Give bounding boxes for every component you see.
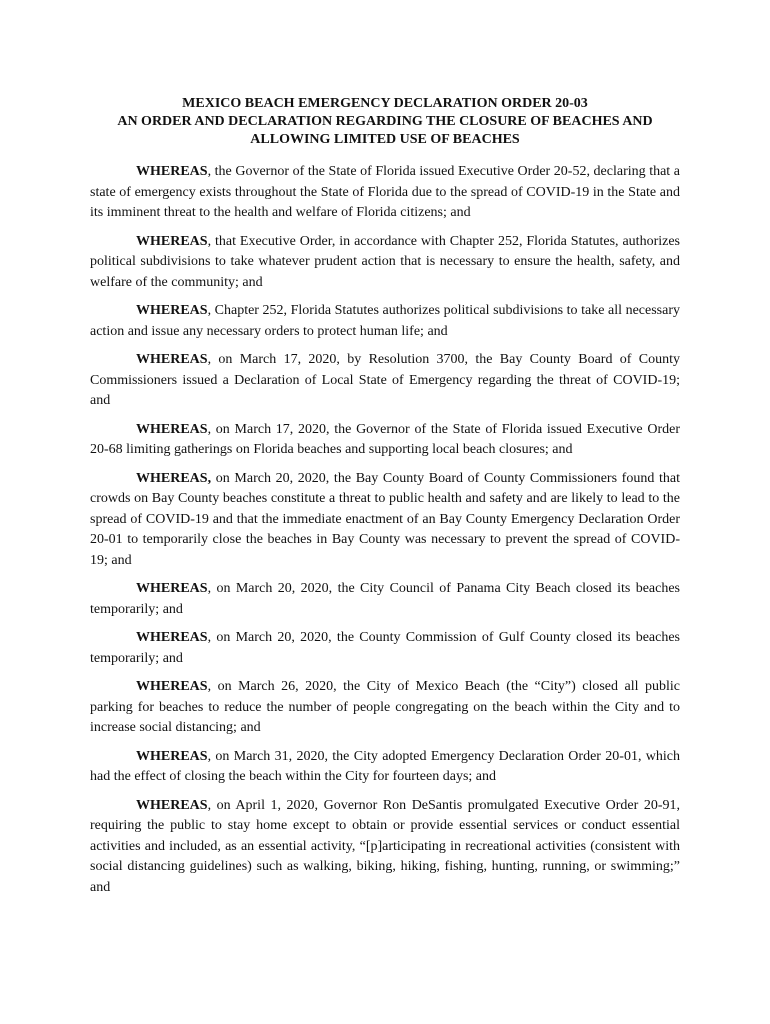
whereas-lead: WHEREAS [136,630,208,645]
whereas-paragraph-4 [90,350,680,412]
whereas-lead: WHEREAS [136,797,208,813]
whereas-paragraph-11 [90,796,680,899]
whereas-paragraph-10 [90,747,680,788]
whereas-lead: WHEREAS [136,679,208,694]
paragraph-text: , on March 31, 2020, the City adopted Emergency Declaration Order 20-01, which had the effect of closing the beach within the City for fourteen days; and [90,748,680,784]
whereas-lead: WHEREAS, [136,470,212,486]
paragraph-text: , on March 17, 2020, by Resolution 3700, the Bay County Board of County Commissioners issued a Declaration of Local State of Emergency regarding the threat of COVID-19; and [90,352,680,408]
document-page [90,95,680,906]
paragraph-text: , on March 20, 2020, the City Council of Panama City Beach closed its beaches temporarily; and [90,581,680,617]
paragraph-text: , on March 20, 2020, the County Commission of Gulf County closed its beaches temporarily; and [90,630,680,666]
whereas-lead: WHEREAS [136,421,208,437]
whereas-lead: WHEREAS [136,352,208,367]
whereas-lead: WHEREAS [136,303,208,318]
whereas-lead: WHEREAS [136,233,208,249]
whereas-paragraph-6 [90,469,680,572]
whereas-paragraph-9 [90,677,680,739]
whereas-lead: WHEREAS [136,748,208,764]
paragraph-text: on March 20, 2020, the Bay County Board of County Commissioners found that crowds on Bay County beaches constitute a threat to public health and safety and are likely to lead to the spread of COVID-19 and that the immediate enactment of an Bay County Emergency Declaration Order 20-01 to temporarily close the beaches in Bay County was necessary to prevent the spread of COVID-19; and [90,470,680,568]
title-line-2: AN ORDER AND DECLARATION REGARDING THE CLOSURE OF BEACHES AND [117,114,653,129]
paragraph-text: , the Governor of the State of Florida issued Executive Order 20-52, declaring that a state of emergency exists throughout the State of Florida due to the spread of COVID-19 in the State and its imminent threat to the health and welfare of Florida citizens; and [90,164,680,220]
paragraph-text: , on March 17, 2020, the Governor of the State of Florida issued Executive Order 20-68 limiting gatherings on Florida beaches and supporting local beach closures; and [90,421,680,457]
title-line-3: ALLOWING LIMITED USE OF BEACHES [250,132,520,147]
whereas-paragraph-2 [90,232,680,294]
paragraph-text: , that Executive Order, in accordance with Chapter 252, Florida Statutes, authorizes political subdivisions to take whatever prudent action that is necessary to ensure the health, safety, and welfare of the community; and [90,233,680,290]
whereas-paragraph-8 [90,628,680,669]
whereas-paragraph-5 [90,420,680,461]
document-title [90,95,680,149]
whereas-lead: WHEREAS [136,581,208,596]
whereas-paragraph-1 [90,162,680,224]
whereas-paragraph-3 [90,301,680,342]
paragraph-text: , on April 1, 2020, Governor Ron DeSantis promulgated Executive Order 20-91, requiring the public to stay home except to obtain or provide essential services or conduct essential activities and included, as an essential activity, “[p]articipating in recreational activities (consistent with social distancing guidelines) such as walking, biking, hiking, fishing, hunting, running, or swimming;” and [90,797,680,895]
paragraph-text: , on March 26, 2020, the City of Mexico Beach (the “City”) closed all public parking for beaches to reduce the number of people congregating on the beach within the City and to increase social distancing; and [90,679,680,735]
paragraph-text: , Chapter 252, Florida Statutes authorizes political subdivisions to take all necessary action and issue any necessary orders to protect human life; and [90,303,680,339]
title-line-1: MEXICO BEACH EMERGENCY DECLARATION ORDER 20-03 [182,96,588,111]
whereas-paragraph-7 [90,579,680,620]
whereas-lead: WHEREAS [136,164,208,179]
